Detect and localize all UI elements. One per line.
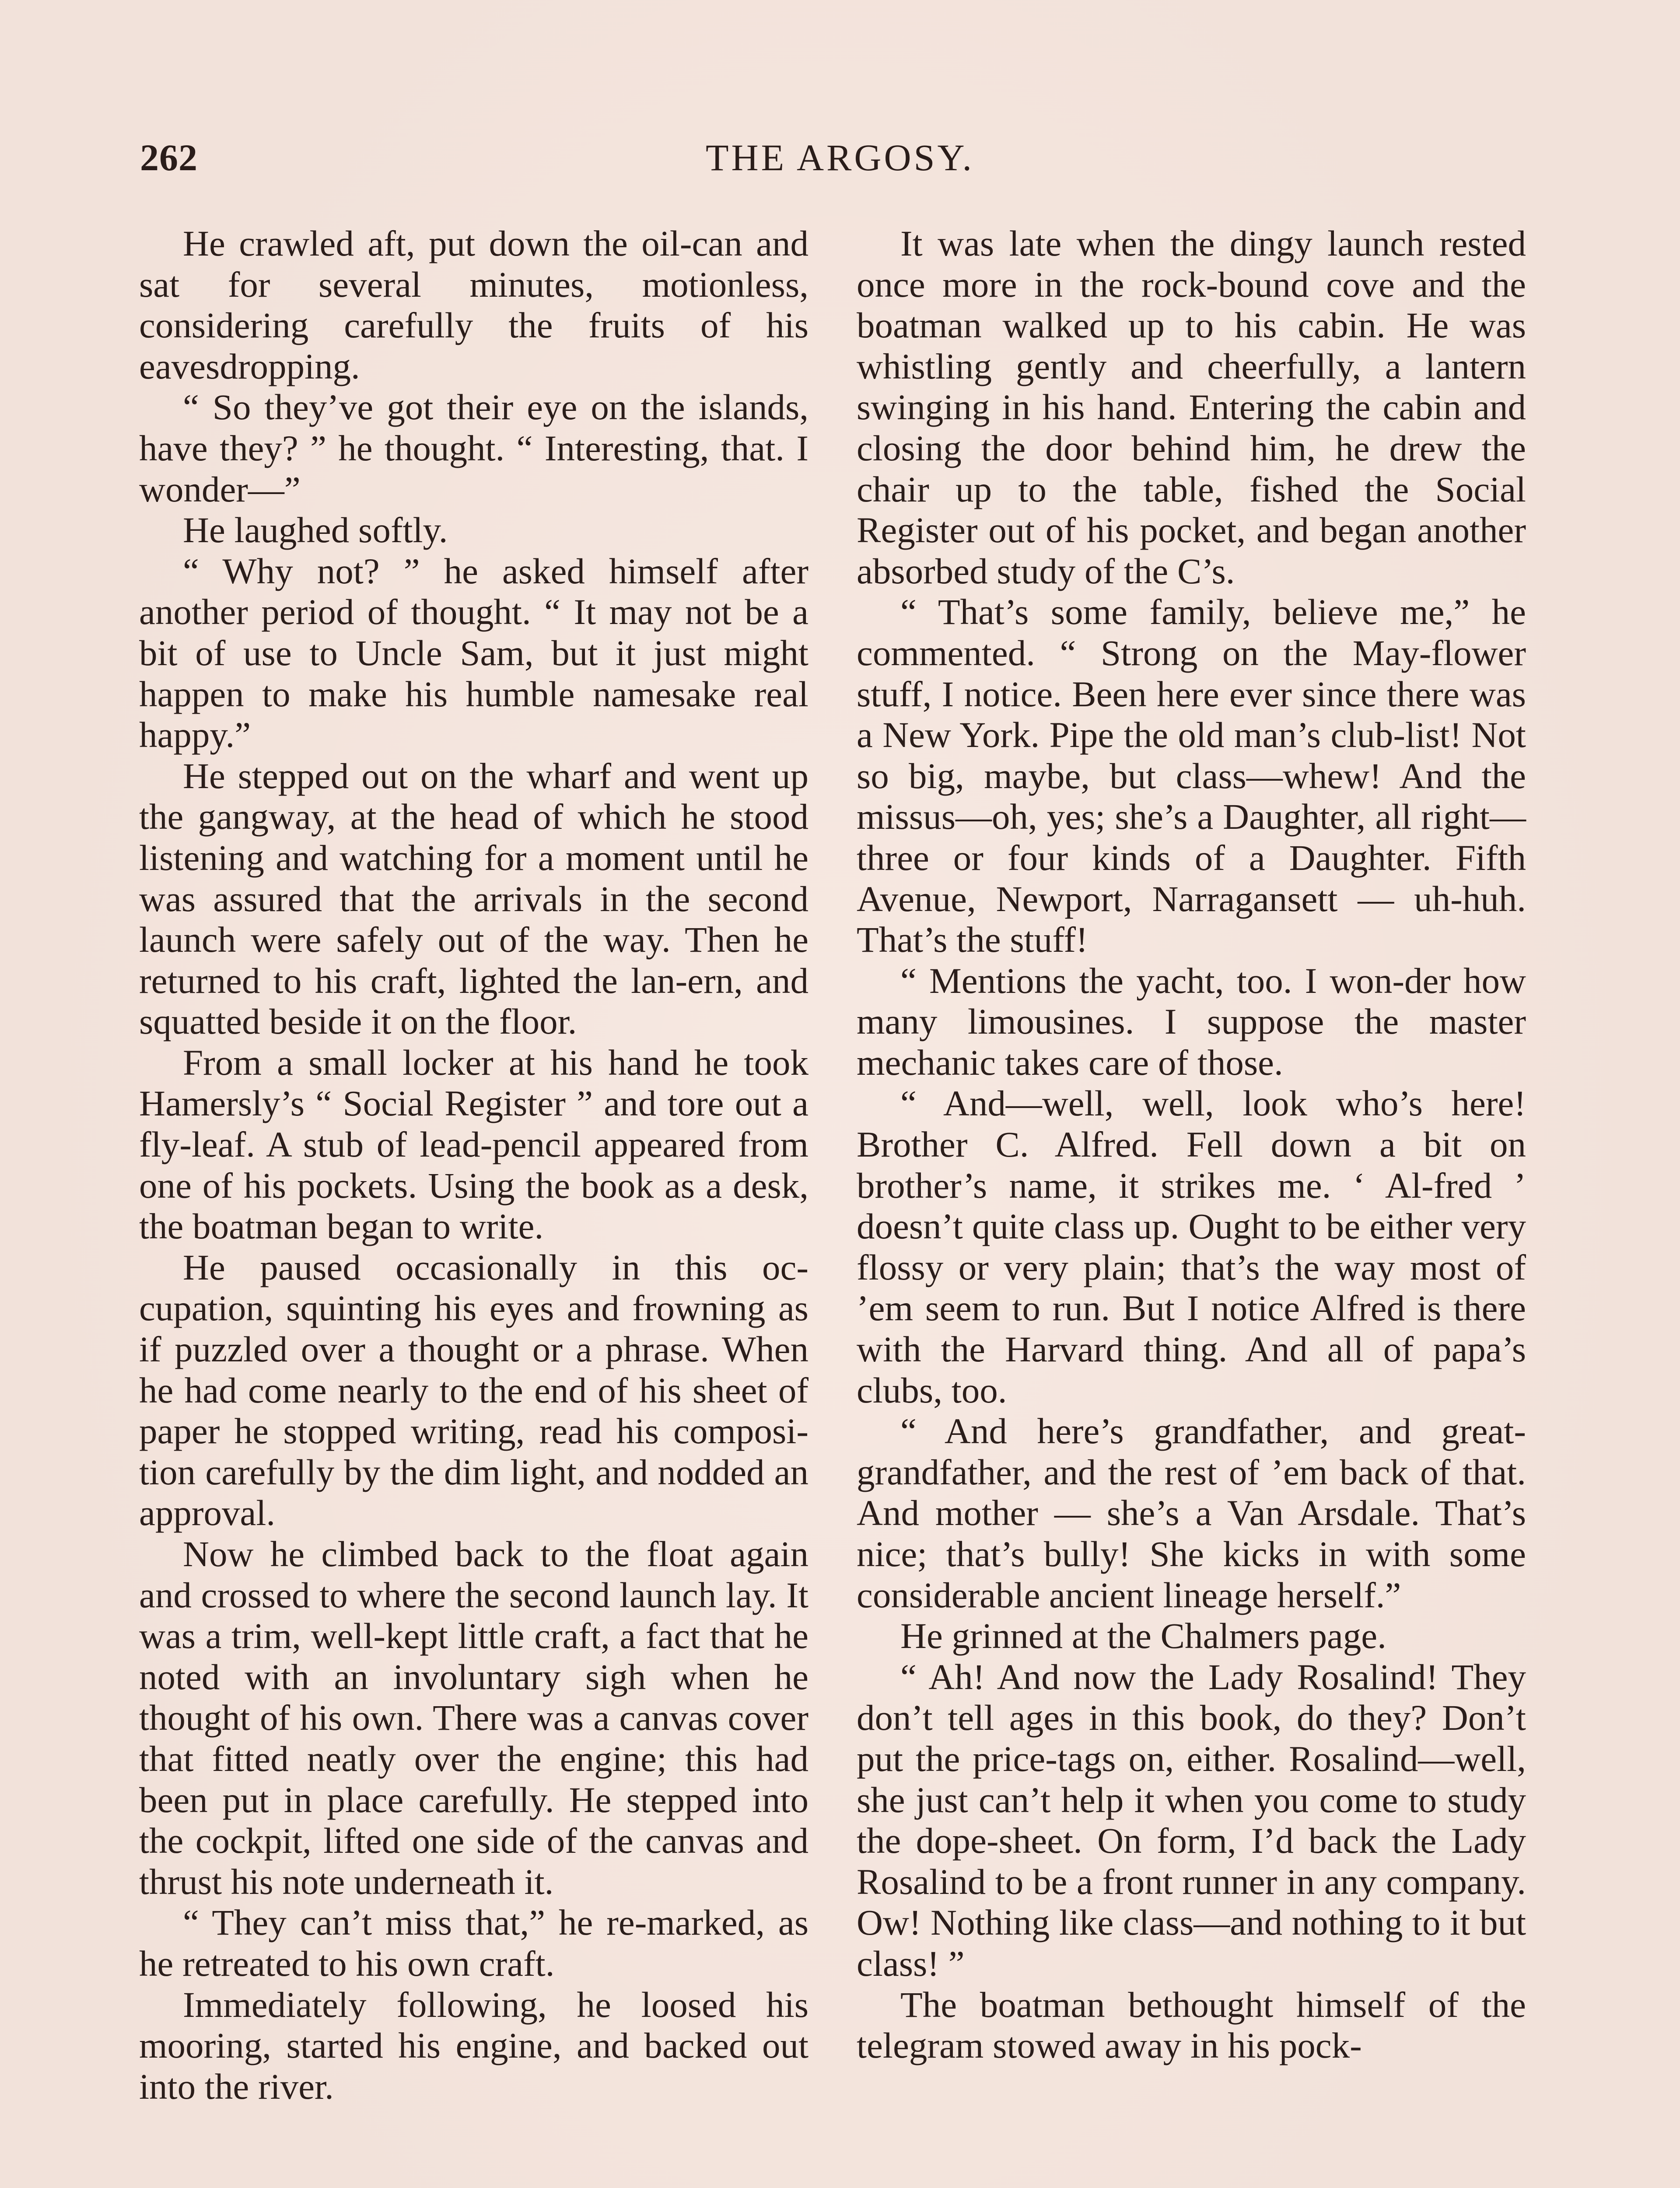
right-column	[857, 223, 1526, 2066]
page-number: 262	[140, 137, 198, 179]
paragraph: “ That’s some family, believe me,” he commented. “ Strong on the May-flower stuff, I notice. Been here ever since there was a New York. Pipe the old man’s club-list! Not so big, maybe, but class—whew! And the missus—oh, yes; she’s a Daughter, all right—three or four kinds of a Daughter. Fifth Avenue, Newport, Narragansett — uh-huh. That’s the stuff!	[857, 592, 1526, 960]
paragraph: The boatman bethought himself of the telegram stowed away in his pock-	[857, 1984, 1526, 2066]
paragraph: Now he climbed back to the float again and crossed to where the second launch lay. It was a trim, well-kept little craft, a fact that he noted with an involuntary sigh when he thought of his own. There was a canvas cover that fitted neatly over the engine; this had been put in place carefully. He stepped into the cockpit, lifted one side of the canvas and thrust his note underneath it.	[139, 1534, 808, 1902]
page-header	[140, 131, 1540, 184]
paragraph: He paused occasionally in this oc-cupation, squinting his eyes and frowning as if puzzled over a thought or a phrase. When he had come nearly to the end of his sheet of paper he stopped writing, read his composi-tion carefully by the dim light, and nodded an approval.	[139, 1247, 808, 1533]
paragraph: “ Mentions the yacht, too. I won-der how many limousines. I suppose the master mechanic takes care of those.	[857, 960, 1526, 1083]
left-column	[139, 223, 808, 2107]
running-title: THE ARGOSY.	[706, 137, 974, 179]
paragraph: He laughed softly.	[183, 510, 448, 551]
paragraph: “ They can’t miss that,” he re-marked, as he retreated to his own craft.	[139, 1902, 808, 1984]
paragraph: “ So they’ve got their eye on the islands, have they? ” he thought. “ Interesting, that. I wonder—”	[139, 387, 808, 509]
paragraph: He crawled aft, put down the oil-can and sat for several minutes, motionless, considering carefully the fruits of his eavesdropping.	[139, 223, 808, 386]
paragraph: “ Ah! And now the Lady Rosalind! They don’t tell ages in this book, do they? Don’t put the price-tags on, either. Rosalind—well, she just can’t help it when you come to study the dope-sheet. On form, I’d back the Lady Rosalind to be a front runner in any company. Ow! Nothing like class—and nothing to it but class! ”	[857, 1656, 1526, 1984]
paragraph: “ Why not? ” he asked himself after another period of thought. “ It may not be a bit of use to Uncle Sam, but it just might happen to make his humble namesake real happy.”	[139, 551, 808, 755]
paragraph: Immediately following, he loosed his mooring, started his engine, and backed out into the river.	[139, 1984, 808, 2107]
paragraph: From a small locker at his hand he took Hamersly’s “ Social Register ” and tore out a fly-leaf. A stub of lead-pencil appeared from one of his pockets. Using the book as a desk, the boatman began to write.	[139, 1042, 808, 1247]
paragraph: “ And—well, well, look who’s here! Brother C. Alfred. Fell down a bit on brother’s name, it strikes me. ‘ Al-fred ’ doesn’t quite class up. Ought to be either very flossy or very plain; that’s the way most of ’em seem to run. But I notice Alfred is there with the Harvard thing. And all of papa’s clubs, too.	[857, 1083, 1526, 1410]
paragraph: He stepped out on the wharf and went up the gangway, at the head of which he stood listening and watching for a moment until he was assured that the arrivals in the second launch were safely out of the way. Then he returned to his craft, lighted the lan-ern, and squatted beside it on the floor.	[139, 755, 808, 1042]
paragraph: He grinned at the Chalmers page.	[900, 1616, 1386, 1656]
paragraph: “ And here’s grandfather, and great-grandfather, and the rest of ’em back of that. And mother — she’s a Van Arsdale. That’s nice; that’s bully! She kicks in with some considerable ancient lineage herself.”	[857, 1411, 1526, 1615]
paragraph: It was late when the dingy launch rested once more in the rock-bound cove and the boatman walked up to his cabin. He was whistling gently and cheerfully, a lantern swinging in his hand. Entering the cabin and closing the door behind him, he drew the chair up to the table, fished the Social Register out of his pocket, and began another absorbed study of the C’s.	[857, 223, 1526, 591]
